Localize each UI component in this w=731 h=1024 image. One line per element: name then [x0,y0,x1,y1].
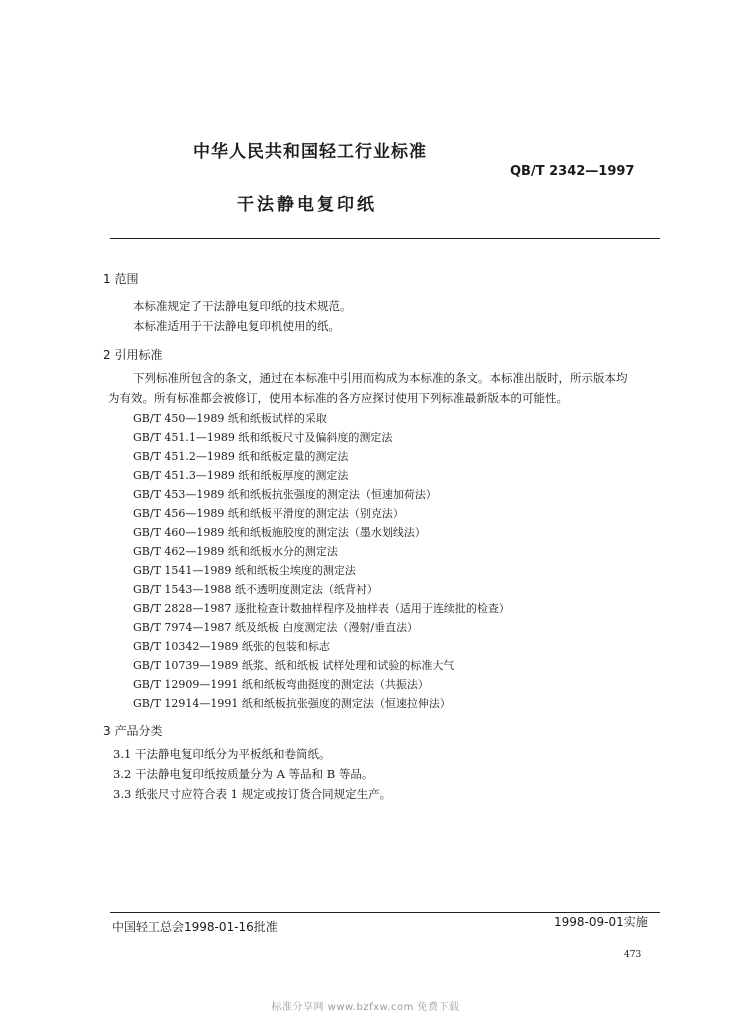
section-1-paragraph: 本标准规定了干法静电复印纸的技术规范。 [133,299,352,313]
implementation-date: 1998-09-01实施 [554,915,648,929]
watermark: 标准分享网 www.bzfxw.com 免费下载 [271,1002,460,1013]
approval-date: 中国轻工总会1998-01-16批准 [112,920,278,934]
reference-item: GB/T 451.3—1989 纸和纸板厚度的测定法 [133,469,349,482]
reference-item: GB/T 1543—1988 纸不透明度测定法（纸背衬） [133,583,378,596]
reference-item: GB/T 12914—1991 纸和纸板抗张强度的测定法（恒速拉伸法） [133,697,451,710]
reference-item: GB/T 7974—1987 纸及纸板 白度测定法（漫射/垂直法） [133,621,419,634]
issuing-authority: 中华人民共和国轻工行业标准 [193,142,427,162]
classification-item: 3.3 纸张尺寸应符合表 1 规定或按订货合同规定生产。 [113,787,392,801]
reference-item: GB/T 10739—1989 纸浆、纸和纸板 试样处理和试验的标准大气 [133,659,455,672]
classification-item: 3.2 干法静电复印纸按质量分为 A 等品和 B 等品。 [113,767,374,781]
header-rule [110,238,660,239]
standard-code: QB/T 2342—1997 [510,164,635,179]
reference-item: GB/T 462—1989 纸和纸板水分的测定法 [133,545,338,558]
reference-item: GB/T 453—1989 纸和纸板抗张强度的测定法（恒速加荷法） [133,488,437,501]
reference-item: GB/T 12909—1991 纸和纸板弯曲挺度的测定法（共振法） [133,678,429,691]
reference-item: GB/T 1541—1989 纸和纸板尘埃度的测定法 [133,564,356,577]
reference-item: GB/T 10342—1989 纸张的包装和标志 [133,640,330,653]
section-1-heading: 1 范围 [103,272,139,286]
section-2-intro: 下列标准所包含的条文，通过在本标准中引用而构成为本标准的条文。本标准出版时，所示版本均 [133,371,628,385]
page-number: 473 [624,950,642,960]
classification-item: 3.1 干法静电复印纸分为平板纸和卷筒纸。 [113,747,331,761]
reference-item: GB/T 460—1989 纸和纸板施胶度的测定法（墨水划线法） [133,526,426,539]
section-2-heading: 2 引用标准 [103,348,163,362]
document-title: 干法静电复印纸 [237,195,377,215]
section-1-paragraph: 本标准适用于干法静电复印机使用的纸。 [133,319,340,333]
reference-item: GB/T 2828—1987 逐批检查计数抽样程序及抽样表（适用于连续批的检查） [133,602,510,615]
reference-item: GB/T 451.1—1989 纸和纸板尺寸及偏斜度的测定法 [133,431,393,444]
section-3-heading: 3 产品分类 [103,724,163,738]
reference-item: GB/T 451.2—1989 纸和纸板定量的测定法 [133,450,349,463]
reference-item: GB/T 456—1989 纸和纸板平滑度的测定法（别克法） [133,507,404,520]
section-2-intro: 为有效。所有标准都会被修订，使用本标准的各方应探讨使用下列标准最新版本的可能性。 [108,391,568,405]
reference-item: GB/T 450—1989 纸和纸板试样的采取 [133,412,327,425]
